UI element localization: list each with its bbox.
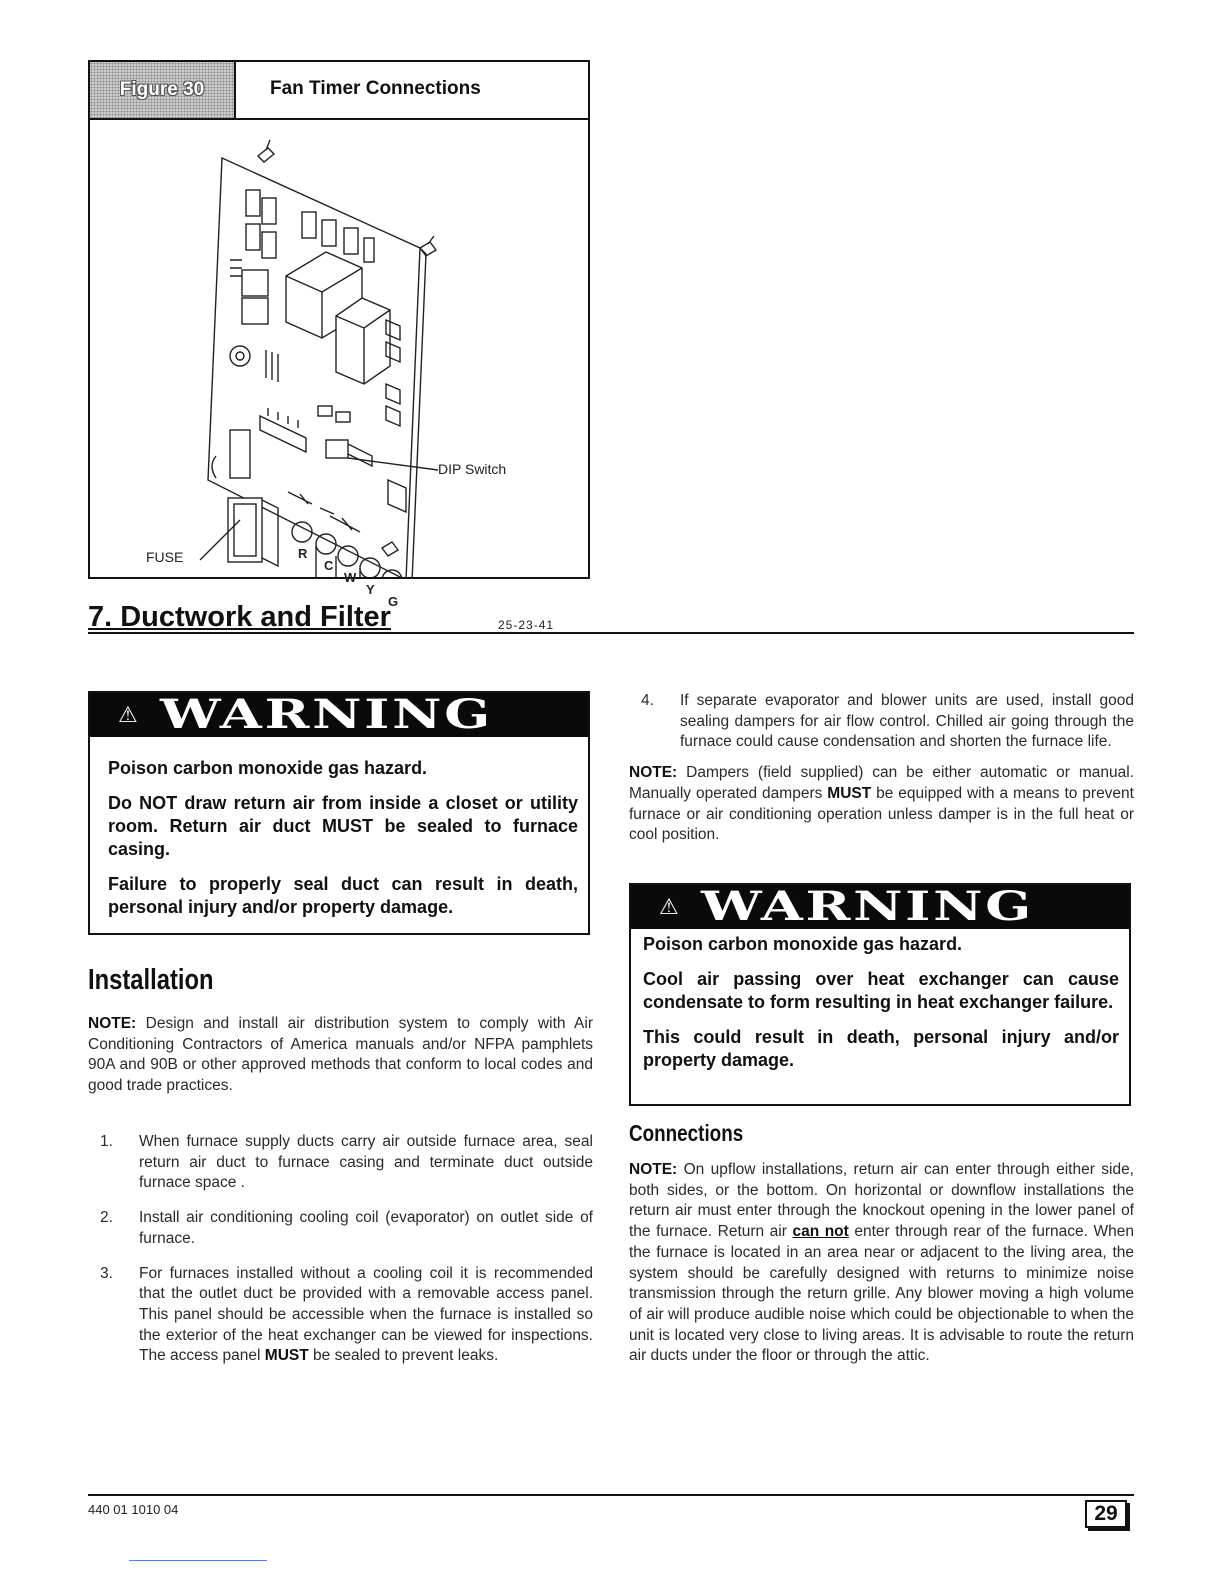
- warning-line: Failure to properly seal duct can result in death, personal injury and/or property damage.: [108, 874, 578, 917]
- warning-banner: [90, 693, 588, 737]
- installation-note: [88, 1014, 593, 1097]
- step-text: Install air conditioning cooling coil (evaporator) on outlet side of furnace.: [139, 1209, 593, 1247]
- warning-triangle-icon: ⚠: [659, 894, 679, 919]
- warning-word: WARNING: [700, 883, 1034, 930]
- note-text: Dampers (field supplied) can be either automatic or manual. Manually operated dampers: [629, 764, 1134, 802]
- fuse-label: FUSE: [146, 549, 184, 565]
- page-number: 29: [1085, 1500, 1127, 1528]
- note-text: enter through rear of the furnace. When the furnace is located in an area near or adjacent to the living area, the system should be carefully designed with returns to minimize noise transmission through the return grille. Any blower moving a high volume of air will produce audible noise which could be objectionable to when the unit is located very close to living areas. It is advisable to route the return air ducts under the floor or through the attic.: [629, 1223, 1134, 1365]
- link-underline: [129, 1560, 267, 1561]
- note-label: NOTE:: [629, 764, 678, 782]
- step-number: 3.: [100, 1264, 113, 1282]
- terminal-g-label: G: [388, 594, 399, 609]
- step-emphasis: MUST: [264, 1347, 309, 1365]
- note-label: NOTE:: [88, 1015, 137, 1032]
- note-text: On upflow installations, return air can enter through either side, both sides, or the bottom. On horizontal or downflow installations the return air must enter through the knockout opening in the lower panel of the furnace. Return air: [629, 1161, 1134, 1241]
- installation-steps-continued: [629, 691, 1134, 846]
- step-number: 4.: [641, 692, 654, 709]
- step-number: 1.: [100, 1133, 113, 1150]
- circuit-board-drawing: [90, 120, 588, 577]
- terminal-c-label: C: [324, 558, 334, 573]
- warning-line: Do NOT draw return air from inside a closet or utility room. Return air duct MUST be sealed to furnace casing.: [108, 793, 578, 859]
- dip-switch-label: DIP Switch: [438, 461, 507, 477]
- step-number: 2.: [100, 1209, 113, 1227]
- warning-line: Poison carbon monoxide gas hazard.: [643, 934, 963, 954]
- figure-tag: Figure 30: [90, 62, 236, 118]
- step-text: For furnaces installed without a cooling coil it is recommended that the outlet duct be provided with a removable access panel. This panel should be accessible when the furnace is installed so the exterior of the heat exchanger can be viewed for inspections. The access panel: [139, 1264, 593, 1365]
- note-text: be equipped with a means to prevent furnace or air conditioning operation unless damper is in the full heat or cool position.: [629, 784, 1134, 844]
- warning-word: WARNING: [159, 691, 493, 738]
- figure-header: [90, 62, 588, 120]
- figure-title: Fan Timer Connections: [270, 78, 481, 99]
- list-item: [629, 691, 1134, 753]
- step-text: When furnace supply ducts carry air outside furnace area, seal return air duct to furnace casing and terminate duct outside furnace space .: [139, 1133, 593, 1192]
- step-text: be sealed to prevent leaks.: [308, 1347, 499, 1365]
- installation-steps: [88, 1132, 593, 1381]
- terminal-y-label: Y: [366, 582, 375, 597]
- warning-body: [631, 929, 1129, 1078]
- warning-body: [90, 737, 588, 925]
- installation-heading: Installation: [88, 964, 214, 996]
- drawing-number: 25-23-41: [498, 618, 555, 632]
- step-text: If separate evaporator and blower units are used, install good sealing dampers for air flow control. Chilled air going through the furnace could cause condensation and shorten the furnace life.: [680, 692, 1134, 751]
- warning-line: Cool air passing over heat exchanger can cause condensate to form resulting in heat exchanger failure.: [643, 969, 1119, 1012]
- connections-heading: Connections: [629, 1120, 744, 1146]
- warning-box-closet: [88, 691, 590, 935]
- terminal-r-label: R: [298, 546, 308, 561]
- note-text: Design and install air distribution system to comply with Air Conditioning Contractors of America manuals and/or NFPA pamphlets 90A and 90B or other approved methods that conform to local codes and good trade practices.: [88, 1015, 593, 1095]
- warning-banner: [631, 885, 1129, 929]
- terminal-w-label: W: [344, 570, 357, 585]
- footer-rule: [88, 1494, 1134, 1496]
- warning-line: This could result in death, personal injury and/or property damage.: [643, 1027, 1119, 1070]
- note-label: NOTE:: [629, 1161, 678, 1178]
- warning-triangle-icon: ⚠: [118, 702, 138, 727]
- note-emphasis: can not: [792, 1223, 849, 1241]
- warning-line: Poison carbon monoxide gas hazard.: [108, 758, 428, 778]
- list-item: [88, 1132, 593, 1194]
- document-code: 440 01 1010 04: [88, 1502, 179, 1517]
- section-title: 7. Ductwork and Filter: [88, 601, 391, 633]
- list-item: [88, 1208, 593, 1249]
- connections-note: [629, 1160, 1134, 1367]
- section-heading: [88, 600, 1134, 634]
- warning-box-condensate: [629, 883, 1131, 1106]
- note-emphasis: MUST: [827, 784, 872, 802]
- list-item: [88, 1264, 593, 1368]
